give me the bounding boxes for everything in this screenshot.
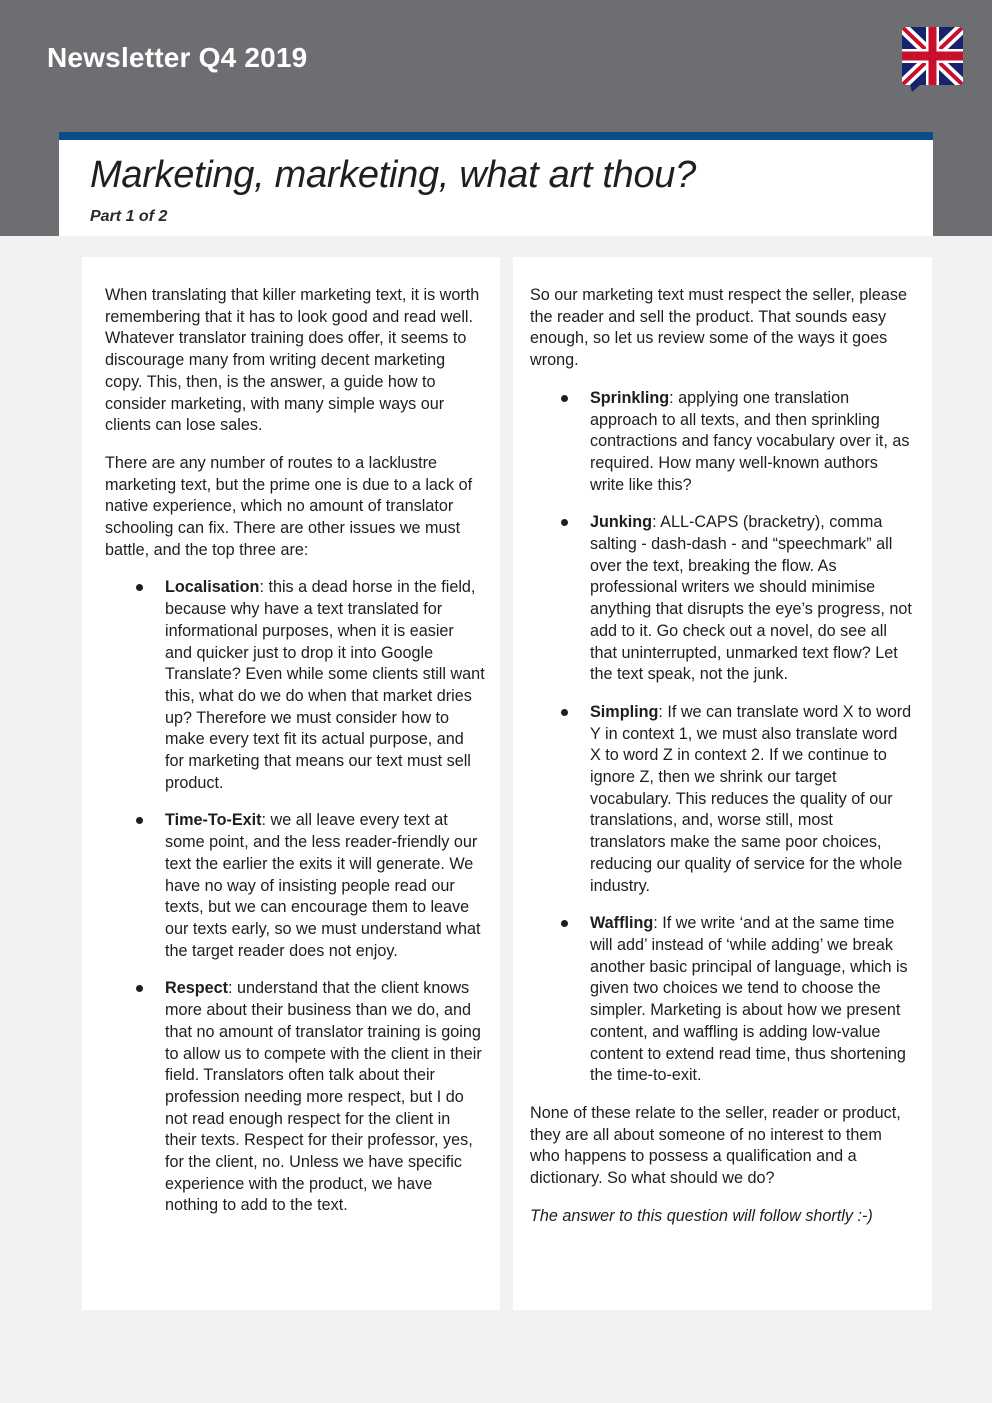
left-column xyxy=(82,257,500,1310)
intro-paragraph: There are any number of routes to a lacklustre marketing text, but the prime one is due to a lack of native experience, which no amount of translator schooling can fix. There are other issues we must battle, and the top three are: xyxy=(105,453,473,559)
bullet-term: Localisation xyxy=(165,578,260,597)
list-item xyxy=(105,810,485,962)
bullet-text: : If we can translate word X to word Y in context 1, we must also translate word X to word Z in context 2. If we continue to ignore Z, then we shrink our target vocabulary. This reduces the quality of our translations, and, worse still, most translators make the same poor choices, reducing our quality of service for the whole industry. xyxy=(590,702,912,895)
right-column xyxy=(513,257,932,1310)
list-item xyxy=(105,978,485,1217)
bullet-icon xyxy=(561,709,568,716)
issue-list xyxy=(105,577,500,1217)
bullet-icon xyxy=(561,395,568,402)
bullet-term: Junking xyxy=(590,513,653,532)
bullet-term: Simpling xyxy=(590,702,659,721)
bullet-text: : understand that the client knows more about their business than we do, and that no amount of translator training is going to allow us to compete with the client in their field. Translators often talk about their profession needing more respect, but I do not read enough respect for the client in their texts. Respect for their professor, yes, for the client, no. Unless we have specific experience with the product, we have nothing to add to the text. xyxy=(165,979,482,1215)
list-item xyxy=(530,913,912,1087)
bullet-icon xyxy=(136,985,143,992)
title-card xyxy=(59,132,933,236)
newsletter-label: Newsletter Q4 2019 xyxy=(47,42,308,73)
bullet-icon xyxy=(136,584,143,591)
bullet-text: : we all leave every text at some point, and the less reader-friendly our text the earlier the exits it will generate. We have no way of insisting people read our texts, but we can encourage them to leave our texts early, so we must understand what the target reader does not enjoy. xyxy=(165,811,481,960)
intro-paragraph: So our marketing text must respect the seller, please the reader and sell the product. That sounds easy enough, so let us review some of the ways it goes wrong. xyxy=(530,286,907,370)
bullet-term: Sprinkling xyxy=(590,388,670,407)
conclusion-paragraph: None of these relate to the seller, reader or product, they are all about someone of no interest to them who happens to possess a qualification and a dictionary. So what should we do? xyxy=(530,1103,901,1188)
bullet-term: Respect xyxy=(165,979,228,998)
uk-flag-icon xyxy=(902,27,963,92)
closing-note: The answer to this question will follow shortly :-) xyxy=(530,1206,873,1225)
bullet-text: : this a dead horse in the field, because why have a text translated for informational purposes, when it is easier and quicker just to drop it into Google Translate? Even while some clients still want this, what do we do when that market dries up? Therefore we must consider how to make every text fit its actual purpose, and for marketing that means our text must sell product. xyxy=(165,578,485,792)
problem-list xyxy=(530,388,932,1087)
bullet-icon xyxy=(136,817,143,824)
intro-paragraph: When translating that killer marketing text, it is worth remembering that it has to look good and read well. Whatever translator training does offer, it seems to discourage many from writing decent marketing copy. This, then, is the answer, a guide how to consider marketing, with many simple ways our clients can lose sales. xyxy=(105,286,480,435)
bullet-icon xyxy=(561,519,568,526)
bullet-text: : If we write ‘and at the same time will add’ instead of ‘while adding’ we break another basic principal of language, which is given two choices we tend to choose the simpler. Marketing is about how we present content, and waffling is adding low-value content to extend read time, thus shortening the time-to-exit. xyxy=(590,914,908,1085)
bullet-text: : applying one translation approach to all texts, and then sprinkling contractions and fancy vocabulary over it, as required. How many well-known authors write like this? xyxy=(590,388,910,494)
bullet-icon xyxy=(561,920,568,927)
bullet-text: : ALL-CAPS (bracketry), comma salting - dash-dash - and “speechmark” all over the text, breaking the flow. As professional writers we should minimise anything that disrupts the eye’s progress, not add to it. Go check out a novel, do see all that uninterrupted, unmarked text flow? Let the text speak, not the junk. xyxy=(590,513,912,684)
list-item xyxy=(105,577,485,794)
article-subtitle: Part 1 of 2 xyxy=(90,208,168,225)
list-item xyxy=(530,388,912,497)
bullet-term: Time-To-Exit xyxy=(165,811,262,830)
bullet-term: Waffling xyxy=(590,914,654,933)
article-title: Marketing, marketing, what art thou? xyxy=(90,154,696,196)
list-item xyxy=(530,702,912,897)
list-item xyxy=(530,512,912,686)
